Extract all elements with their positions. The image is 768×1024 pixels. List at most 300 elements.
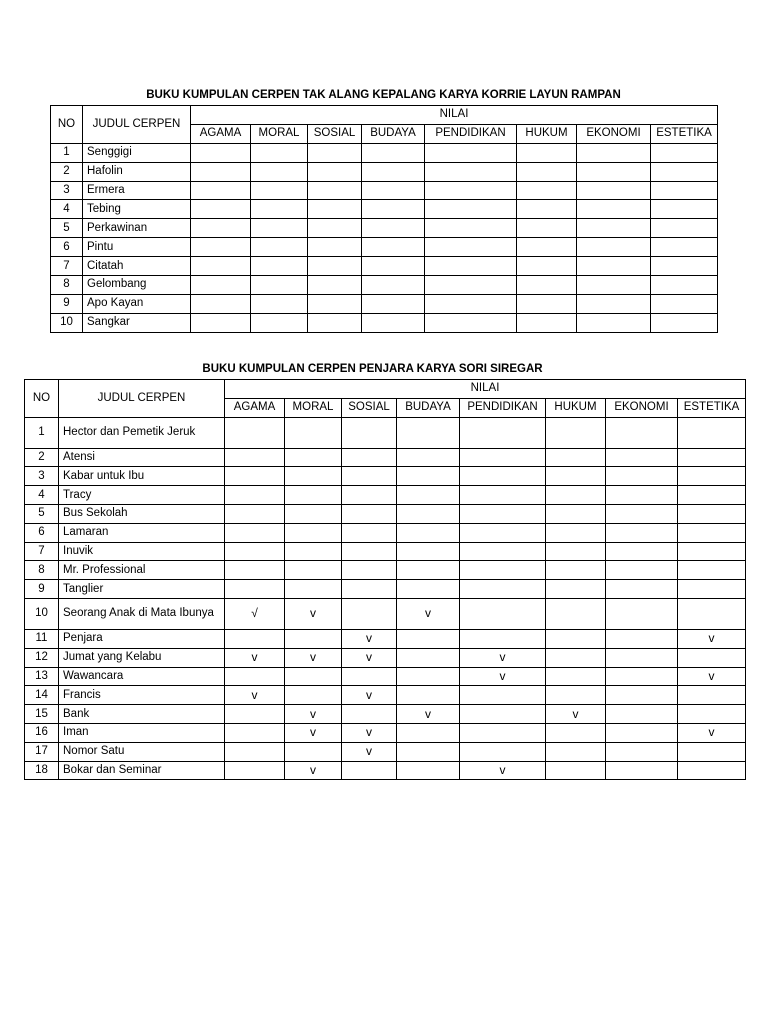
story-title: Senggigi bbox=[83, 143, 191, 162]
value-cell bbox=[460, 580, 546, 599]
table2-row bbox=[25, 598, 746, 629]
value-cell bbox=[546, 561, 606, 580]
check-mark: v bbox=[460, 648, 546, 667]
table1-criterion-header: HUKUM bbox=[517, 124, 577, 143]
row-number: 7 bbox=[51, 257, 83, 276]
value-cell bbox=[546, 417, 606, 448]
row-number: 9 bbox=[25, 580, 59, 599]
value-cell bbox=[460, 417, 546, 448]
check-mark: v bbox=[460, 667, 546, 686]
story-title: Inuvik bbox=[59, 542, 225, 561]
value-cell bbox=[460, 448, 546, 467]
table2-row bbox=[25, 580, 746, 599]
story-title: Iman bbox=[59, 723, 225, 742]
value-cell bbox=[225, 667, 285, 686]
story-title: Tanglier bbox=[59, 580, 225, 599]
row-number: 3 bbox=[25, 467, 59, 486]
value-cell bbox=[308, 276, 362, 295]
table2-title: BUKU KUMPULAN CERPEN PENJARA KARYA SORI SIREGAR bbox=[202, 363, 543, 375]
value-cell bbox=[342, 504, 397, 523]
value-cell bbox=[577, 219, 651, 238]
value-cell bbox=[191, 143, 251, 162]
value-cell bbox=[460, 467, 546, 486]
table1-header-judul: JUDUL CERPEN bbox=[83, 106, 191, 144]
value-cell bbox=[577, 313, 651, 332]
value-cell bbox=[651, 276, 718, 295]
value-cell bbox=[577, 294, 651, 313]
value-cell bbox=[651, 162, 718, 181]
table2-row bbox=[25, 723, 746, 742]
value-cell bbox=[342, 667, 397, 686]
value-cell bbox=[251, 276, 308, 295]
value-cell bbox=[546, 580, 606, 599]
value-cell bbox=[460, 486, 546, 505]
value-cell bbox=[308, 181, 362, 200]
value-cell bbox=[251, 219, 308, 238]
value-cell bbox=[517, 294, 577, 313]
value-cell bbox=[606, 561, 678, 580]
value-cell bbox=[460, 686, 546, 705]
row-number: 7 bbox=[25, 542, 59, 561]
value-cell bbox=[546, 486, 606, 505]
value-cell bbox=[397, 667, 460, 686]
row-number: 9 bbox=[51, 294, 83, 313]
value-cell bbox=[517, 238, 577, 257]
table2-criterion-header: SOSIAL bbox=[342, 398, 397, 417]
value-cell bbox=[577, 200, 651, 219]
value-cell bbox=[225, 486, 285, 505]
value-cell bbox=[577, 257, 651, 276]
check-mark: v bbox=[678, 723, 746, 742]
row-number: 3 bbox=[51, 181, 83, 200]
value-cell bbox=[606, 705, 678, 724]
check-mark: v bbox=[397, 598, 460, 629]
table1-row bbox=[51, 294, 718, 313]
value-cell bbox=[308, 313, 362, 332]
value-cell bbox=[397, 523, 460, 542]
value-cell bbox=[546, 467, 606, 486]
value-cell bbox=[678, 648, 746, 667]
value-cell bbox=[285, 486, 342, 505]
table1-criterion-header: AGAMA bbox=[191, 124, 251, 143]
value-cell bbox=[678, 761, 746, 780]
row-number: 5 bbox=[25, 504, 59, 523]
value-cell bbox=[651, 238, 718, 257]
table1-header-no: NO bbox=[51, 106, 83, 144]
row-number: 16 bbox=[25, 723, 59, 742]
table1-row bbox=[51, 181, 718, 200]
value-cell bbox=[225, 761, 285, 780]
value-cell bbox=[342, 761, 397, 780]
value-cell bbox=[362, 219, 425, 238]
table1-row bbox=[51, 276, 718, 295]
value-cell bbox=[460, 723, 546, 742]
table2 bbox=[24, 379, 746, 780]
value-cell bbox=[577, 276, 651, 295]
value-cell bbox=[546, 542, 606, 561]
row-number: 6 bbox=[25, 523, 59, 542]
value-cell bbox=[460, 542, 546, 561]
value-cell bbox=[342, 486, 397, 505]
value-cell bbox=[517, 313, 577, 332]
table2-row bbox=[25, 705, 746, 724]
value-cell bbox=[425, 313, 517, 332]
value-cell bbox=[651, 181, 718, 200]
story-title: Wawancara bbox=[59, 667, 225, 686]
story-title: Atensi bbox=[59, 448, 225, 467]
value-cell bbox=[342, 467, 397, 486]
table1-header-nilai: NILAI bbox=[191, 106, 718, 125]
value-cell bbox=[546, 523, 606, 542]
value-cell bbox=[225, 417, 285, 448]
value-cell bbox=[251, 200, 308, 219]
row-number: 8 bbox=[51, 276, 83, 295]
value-cell bbox=[606, 761, 678, 780]
value-cell bbox=[606, 598, 678, 629]
value-cell bbox=[678, 742, 746, 761]
table2-row bbox=[25, 742, 746, 761]
story-title: Sangkar bbox=[83, 313, 191, 332]
value-cell bbox=[225, 723, 285, 742]
value-cell bbox=[362, 200, 425, 219]
story-title: Bus Sekolah bbox=[59, 504, 225, 523]
value-cell bbox=[460, 598, 546, 629]
table2-row bbox=[25, 667, 746, 686]
value-cell bbox=[342, 542, 397, 561]
value-cell bbox=[678, 448, 746, 467]
check-mark: v bbox=[225, 648, 285, 667]
value-cell bbox=[397, 629, 460, 648]
table2-row bbox=[25, 648, 746, 667]
value-cell bbox=[606, 742, 678, 761]
value-cell bbox=[225, 580, 285, 599]
value-cell bbox=[546, 504, 606, 523]
value-cell bbox=[397, 542, 460, 561]
value-cell bbox=[546, 686, 606, 705]
value-cell bbox=[285, 667, 342, 686]
row-number: 11 bbox=[25, 629, 59, 648]
table2-criterion-header: MORAL bbox=[285, 398, 342, 417]
row-number: 4 bbox=[25, 486, 59, 505]
table1-criterion-header: MORAL bbox=[251, 124, 308, 143]
value-cell bbox=[285, 686, 342, 705]
value-cell bbox=[285, 629, 342, 648]
value-cell bbox=[308, 238, 362, 257]
value-cell bbox=[606, 667, 678, 686]
table2-header-nilai: NILAI bbox=[225, 380, 746, 399]
story-title: Penjara bbox=[59, 629, 225, 648]
value-cell bbox=[362, 276, 425, 295]
table2-criterion-header: EKONOMI bbox=[606, 398, 678, 417]
table2-header-no: NO bbox=[25, 380, 59, 418]
story-title: Tebing bbox=[83, 200, 191, 219]
value-cell bbox=[651, 257, 718, 276]
row-number: 10 bbox=[51, 313, 83, 332]
value-cell bbox=[285, 580, 342, 599]
table1-row bbox=[51, 162, 718, 181]
value-cell bbox=[546, 648, 606, 667]
table2-criterion-header: PENDIDIKAN bbox=[460, 398, 546, 417]
value-cell bbox=[308, 143, 362, 162]
value-cell bbox=[397, 742, 460, 761]
story-title: Lamaran bbox=[59, 523, 225, 542]
story-title: Kabar untuk Ibu bbox=[59, 467, 225, 486]
value-cell bbox=[342, 598, 397, 629]
value-cell bbox=[397, 561, 460, 580]
value-cell bbox=[225, 705, 285, 724]
value-cell bbox=[577, 238, 651, 257]
row-number: 5 bbox=[51, 219, 83, 238]
value-cell bbox=[546, 761, 606, 780]
value-cell bbox=[606, 486, 678, 505]
value-cell bbox=[397, 580, 460, 599]
check-mark: v bbox=[342, 742, 397, 761]
value-cell bbox=[191, 257, 251, 276]
check-mark: v bbox=[342, 648, 397, 667]
value-cell bbox=[546, 629, 606, 648]
check-mark: v bbox=[342, 686, 397, 705]
value-cell bbox=[251, 162, 308, 181]
check-mark: v bbox=[678, 667, 746, 686]
value-cell bbox=[425, 276, 517, 295]
table1-row bbox=[51, 200, 718, 219]
story-title: Bokar dan Seminar bbox=[59, 761, 225, 780]
value-cell bbox=[606, 504, 678, 523]
value-cell bbox=[678, 467, 746, 486]
value-cell bbox=[460, 742, 546, 761]
table1-criterion-header: SOSIAL bbox=[308, 124, 362, 143]
value-cell bbox=[425, 219, 517, 238]
value-cell bbox=[606, 580, 678, 599]
value-cell bbox=[342, 705, 397, 724]
value-cell bbox=[606, 542, 678, 561]
value-cell bbox=[251, 257, 308, 276]
value-cell bbox=[251, 294, 308, 313]
value-cell bbox=[678, 486, 746, 505]
value-cell bbox=[577, 143, 651, 162]
story-title: Bank bbox=[59, 705, 225, 724]
table2-criterion-header: AGAMA bbox=[225, 398, 285, 417]
value-cell bbox=[577, 162, 651, 181]
table2-row bbox=[25, 504, 746, 523]
value-cell bbox=[285, 467, 342, 486]
value-cell bbox=[362, 313, 425, 332]
check-mark: v bbox=[225, 686, 285, 705]
value-cell bbox=[678, 523, 746, 542]
value-cell bbox=[425, 294, 517, 313]
value-cell bbox=[397, 486, 460, 505]
value-cell bbox=[678, 686, 746, 705]
value-cell bbox=[225, 629, 285, 648]
row-number: 2 bbox=[51, 162, 83, 181]
check-mark: v bbox=[342, 723, 397, 742]
value-cell bbox=[606, 723, 678, 742]
value-cell bbox=[460, 561, 546, 580]
value-cell bbox=[191, 181, 251, 200]
value-cell bbox=[460, 504, 546, 523]
value-cell bbox=[397, 761, 460, 780]
table2-criterion-header: HUKUM bbox=[546, 398, 606, 417]
value-cell bbox=[191, 162, 251, 181]
value-cell bbox=[517, 276, 577, 295]
story-title: Francis bbox=[59, 686, 225, 705]
story-title: Seorang Anak di Mata Ibunya bbox=[59, 598, 225, 629]
value-cell bbox=[397, 417, 460, 448]
value-cell bbox=[425, 257, 517, 276]
table1-row bbox=[51, 238, 718, 257]
value-cell bbox=[285, 742, 342, 761]
story-title: Mr. Professional bbox=[59, 561, 225, 580]
table2-row bbox=[25, 448, 746, 467]
value-cell bbox=[191, 276, 251, 295]
value-cell bbox=[546, 723, 606, 742]
table1-criterion-header: ESTETIKA bbox=[651, 124, 718, 143]
value-cell bbox=[606, 686, 678, 705]
value-cell bbox=[225, 523, 285, 542]
value-cell bbox=[308, 219, 362, 238]
value-cell bbox=[308, 200, 362, 219]
check-mark: v bbox=[460, 761, 546, 780]
value-cell bbox=[285, 417, 342, 448]
value-cell bbox=[362, 238, 425, 257]
row-number: 12 bbox=[25, 648, 59, 667]
value-cell bbox=[546, 598, 606, 629]
value-cell bbox=[460, 705, 546, 724]
check-mark: v bbox=[397, 705, 460, 724]
value-cell bbox=[362, 143, 425, 162]
table2-row bbox=[25, 523, 746, 542]
value-cell bbox=[397, 648, 460, 667]
story-title: Gelombang bbox=[83, 276, 191, 295]
value-cell bbox=[397, 686, 460, 705]
table1-row bbox=[51, 257, 718, 276]
row-number: 10 bbox=[25, 598, 59, 629]
value-cell bbox=[678, 598, 746, 629]
value-cell bbox=[517, 181, 577, 200]
value-cell bbox=[678, 561, 746, 580]
value-cell bbox=[651, 313, 718, 332]
value-cell bbox=[651, 143, 718, 162]
check-mark: v bbox=[285, 598, 342, 629]
table1-row bbox=[51, 219, 718, 238]
value-cell bbox=[546, 742, 606, 761]
story-title: Tracy bbox=[59, 486, 225, 505]
value-cell bbox=[397, 448, 460, 467]
table2-row bbox=[25, 467, 746, 486]
value-cell bbox=[606, 448, 678, 467]
value-cell bbox=[225, 542, 285, 561]
value-cell bbox=[342, 448, 397, 467]
value-cell bbox=[362, 257, 425, 276]
table2-row bbox=[25, 542, 746, 561]
story-title: Hafolin bbox=[83, 162, 191, 181]
value-cell bbox=[425, 143, 517, 162]
check-mark: v bbox=[285, 705, 342, 724]
value-cell bbox=[546, 448, 606, 467]
row-number: 4 bbox=[51, 200, 83, 219]
value-cell bbox=[678, 542, 746, 561]
table2-row bbox=[25, 629, 746, 648]
value-cell bbox=[606, 629, 678, 648]
row-number: 18 bbox=[25, 761, 59, 780]
value-cell bbox=[285, 542, 342, 561]
table1 bbox=[50, 105, 718, 333]
value-cell bbox=[251, 313, 308, 332]
value-cell bbox=[651, 200, 718, 219]
value-cell bbox=[308, 162, 362, 181]
value-cell bbox=[342, 417, 397, 448]
value-cell bbox=[425, 162, 517, 181]
value-cell bbox=[678, 417, 746, 448]
row-number: 17 bbox=[25, 742, 59, 761]
check-mark: v bbox=[285, 648, 342, 667]
table2-criterion-header: BUDAYA bbox=[397, 398, 460, 417]
row-number: 14 bbox=[25, 686, 59, 705]
value-cell bbox=[362, 162, 425, 181]
table2-row bbox=[25, 561, 746, 580]
value-cell bbox=[606, 417, 678, 448]
check-mark: √ bbox=[225, 598, 285, 629]
value-cell bbox=[546, 667, 606, 686]
value-cell bbox=[225, 504, 285, 523]
table2-row bbox=[25, 417, 746, 448]
check-mark: v bbox=[285, 761, 342, 780]
value-cell bbox=[425, 238, 517, 257]
value-cell bbox=[191, 294, 251, 313]
story-title: Apo Kayan bbox=[83, 294, 191, 313]
table1-criterion-header: EKONOMI bbox=[577, 124, 651, 143]
value-cell bbox=[678, 504, 746, 523]
value-cell bbox=[678, 580, 746, 599]
value-cell bbox=[397, 723, 460, 742]
row-number: 2 bbox=[25, 448, 59, 467]
value-cell bbox=[225, 467, 285, 486]
value-cell bbox=[517, 200, 577, 219]
table1-criterion-header: BUDAYA bbox=[362, 124, 425, 143]
value-cell bbox=[285, 523, 342, 542]
value-cell bbox=[651, 294, 718, 313]
value-cell bbox=[425, 181, 517, 200]
value-cell bbox=[362, 294, 425, 313]
check-mark: v bbox=[285, 723, 342, 742]
value-cell bbox=[342, 580, 397, 599]
table1-row bbox=[51, 143, 718, 162]
table2-row bbox=[25, 761, 746, 780]
value-cell bbox=[285, 448, 342, 467]
table2-criterion-header: ESTETIKA bbox=[678, 398, 746, 417]
table2-row bbox=[25, 486, 746, 505]
value-cell bbox=[191, 313, 251, 332]
row-number: 1 bbox=[25, 417, 59, 448]
value-cell bbox=[606, 523, 678, 542]
value-cell bbox=[285, 561, 342, 580]
value-cell bbox=[517, 219, 577, 238]
value-cell bbox=[342, 561, 397, 580]
value-cell bbox=[517, 162, 577, 181]
value-cell bbox=[606, 467, 678, 486]
table1-row bbox=[51, 313, 718, 332]
value-cell bbox=[251, 181, 308, 200]
table2-row bbox=[25, 686, 746, 705]
value-cell bbox=[251, 238, 308, 257]
story-title: Hector dan Pemetik Jeruk bbox=[59, 417, 225, 448]
row-number: 1 bbox=[51, 143, 83, 162]
check-mark: v bbox=[546, 705, 606, 724]
value-cell bbox=[191, 200, 251, 219]
story-title: Nomor Satu bbox=[59, 742, 225, 761]
value-cell bbox=[577, 181, 651, 200]
row-number: 6 bbox=[51, 238, 83, 257]
